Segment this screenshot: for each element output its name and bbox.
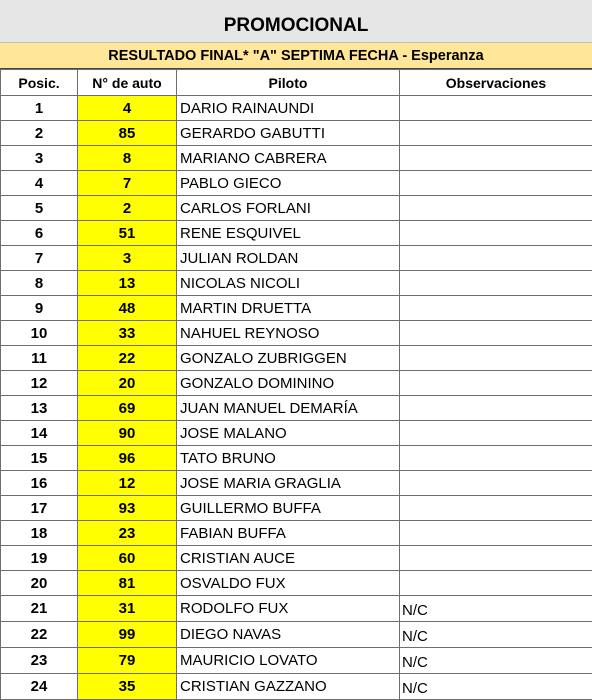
table-row: [1, 521, 592, 546]
column-header-driver: Piloto: [177, 70, 400, 96]
page-title: PROMOCIONAL: [0, 0, 592, 43]
driver-cell: RENE ESQUIVEL: [177, 221, 400, 246]
driver-cell: JOSE MARIA GRAGLIA: [177, 471, 400, 496]
observation-cell: [400, 546, 592, 571]
observation-text: N/C: [402, 602, 428, 621]
driver-cell: CRISTIAN GAZZANO: [177, 674, 400, 700]
position-cell: 8: [1, 271, 78, 296]
car-number-cell: 31: [78, 596, 177, 622]
position-cell: 9: [1, 296, 78, 321]
table-row: [1, 674, 592, 700]
position-cell: 19: [1, 546, 78, 571]
observation-cell: [400, 271, 592, 296]
driver-cell: GONZALO ZUBRIGGEN: [177, 346, 400, 371]
position-cell: 18: [1, 521, 78, 546]
driver-cell: GUILLERMO BUFFA: [177, 496, 400, 521]
table-header-row: [1, 70, 592, 96]
observation-cell: [400, 171, 592, 196]
position-cell: 11: [1, 346, 78, 371]
car-number-cell: 3: [78, 246, 177, 271]
column-header-observations: Observaciones: [400, 70, 592, 96]
table-row: [1, 296, 592, 321]
car-number-cell: 79: [78, 648, 177, 674]
driver-cell: JUAN MANUEL DEMARÍA: [177, 396, 400, 421]
observation-cell: [400, 648, 592, 674]
observation-cell: [400, 674, 592, 700]
position-cell: 4: [1, 171, 78, 196]
observation-cell: [400, 596, 592, 622]
car-number-cell: 90: [78, 421, 177, 446]
car-number-cell: 85: [78, 121, 177, 146]
position-cell: 20: [1, 571, 78, 596]
car-number-cell: 20: [78, 371, 177, 396]
table-row: [1, 171, 592, 196]
observation-cell: [400, 496, 592, 521]
position-cell: 7: [1, 246, 78, 271]
driver-cell: RODOLFO FUX: [177, 596, 400, 622]
car-number-cell: 12: [78, 471, 177, 496]
table-row: [1, 321, 592, 346]
car-number-cell: 2: [78, 196, 177, 221]
position-cell: 22: [1, 622, 78, 648]
table-row: [1, 196, 592, 221]
position-cell: 16: [1, 471, 78, 496]
position-cell: 15: [1, 446, 78, 471]
observation-cell: [400, 146, 592, 171]
car-number-cell: 23: [78, 521, 177, 546]
driver-cell: FABIAN BUFFA: [177, 521, 400, 546]
table-row: [1, 246, 592, 271]
driver-cell: JULIAN ROLDAN: [177, 246, 400, 271]
car-number-cell: 48: [78, 296, 177, 321]
driver-cell: MAURICIO LOVATO: [177, 648, 400, 674]
car-number-cell: 81: [78, 571, 177, 596]
position-cell: 17: [1, 496, 78, 521]
observation-cell: [400, 221, 592, 246]
position-cell: 5: [1, 196, 78, 221]
driver-cell: NAHUEL REYNOSO: [177, 321, 400, 346]
position-cell: 3: [1, 146, 78, 171]
table-row: [1, 546, 592, 571]
car-number-cell: 93: [78, 496, 177, 521]
car-number-cell: 8: [78, 146, 177, 171]
car-number-cell: 13: [78, 271, 177, 296]
position-cell: 1: [1, 96, 78, 121]
observation-cell: [400, 446, 592, 471]
observation-cell: [400, 346, 592, 371]
driver-cell: GERARDO GABUTTI: [177, 121, 400, 146]
table-row: [1, 648, 592, 674]
driver-cell: CARLOS FORLANI: [177, 196, 400, 221]
position-cell: 2: [1, 121, 78, 146]
observation-cell: [400, 246, 592, 271]
observation-cell: [400, 196, 592, 221]
table-row: [1, 146, 592, 171]
observation-cell: [400, 622, 592, 648]
car-number-cell: 69: [78, 396, 177, 421]
table-row: [1, 121, 592, 146]
results-body: [1, 96, 592, 700]
driver-cell: MARTIN DRUETTA: [177, 296, 400, 321]
position-cell: 21: [1, 596, 78, 622]
driver-cell: OSVALDO FUX: [177, 571, 400, 596]
observation-text: N/C: [402, 680, 428, 699]
car-number-cell: 99: [78, 622, 177, 648]
car-number-cell: 96: [78, 446, 177, 471]
driver-cell: DARIO RAINAUNDI: [177, 96, 400, 121]
observation-text: N/C: [402, 654, 428, 673]
driver-cell: JOSE MALANO: [177, 421, 400, 446]
car-number-cell: 7: [78, 171, 177, 196]
driver-cell: PABLO GIECO: [177, 171, 400, 196]
table-row: [1, 271, 592, 296]
results-table: [0, 69, 592, 700]
driver-cell: TATO BRUNO: [177, 446, 400, 471]
observation-cell: [400, 296, 592, 321]
position-cell: 24: [1, 674, 78, 700]
observation-cell: [400, 396, 592, 421]
position-cell: 13: [1, 396, 78, 421]
observation-cell: [400, 96, 592, 121]
table-row: [1, 571, 592, 596]
car-number-cell: 35: [78, 674, 177, 700]
table-row: [1, 371, 592, 396]
position-cell: 12: [1, 371, 78, 396]
car-number-cell: 4: [78, 96, 177, 121]
car-number-cell: 51: [78, 221, 177, 246]
car-number-cell: 22: [78, 346, 177, 371]
column-header-position: Posic.: [1, 70, 78, 96]
car-number-cell: 33: [78, 321, 177, 346]
table-row: [1, 446, 592, 471]
position-cell: 6: [1, 221, 78, 246]
position-cell: 23: [1, 648, 78, 674]
driver-cell: GONZALO DOMININO: [177, 371, 400, 396]
table-row: [1, 622, 592, 648]
driver-cell: DIEGO NAVAS: [177, 622, 400, 648]
driver-cell: CRISTIAN AUCE: [177, 546, 400, 571]
page-subtitle: RESULTADO FINAL* "A" SEPTIMA FECHA - Esperanza: [0, 43, 592, 69]
observation-cell: [400, 471, 592, 496]
observation-cell: [400, 121, 592, 146]
observation-text: N/C: [402, 628, 428, 647]
position-cell: 14: [1, 421, 78, 446]
table-row: [1, 496, 592, 521]
table-row: [1, 346, 592, 371]
table-row: [1, 471, 592, 496]
car-number-cell: 60: [78, 546, 177, 571]
table-row: [1, 221, 592, 246]
table-row: [1, 96, 592, 121]
driver-cell: MARIANO CABRERA: [177, 146, 400, 171]
observation-cell: [400, 521, 592, 546]
table-row: [1, 396, 592, 421]
position-cell: 10: [1, 321, 78, 346]
driver-cell: NICOLAS NICOLI: [177, 271, 400, 296]
observation-cell: [400, 571, 592, 596]
column-header-car-number: N° de auto: [78, 70, 177, 96]
table-row: [1, 596, 592, 622]
table-row: [1, 421, 592, 446]
observation-cell: [400, 421, 592, 446]
observation-cell: [400, 371, 592, 396]
observation-cell: [400, 321, 592, 346]
